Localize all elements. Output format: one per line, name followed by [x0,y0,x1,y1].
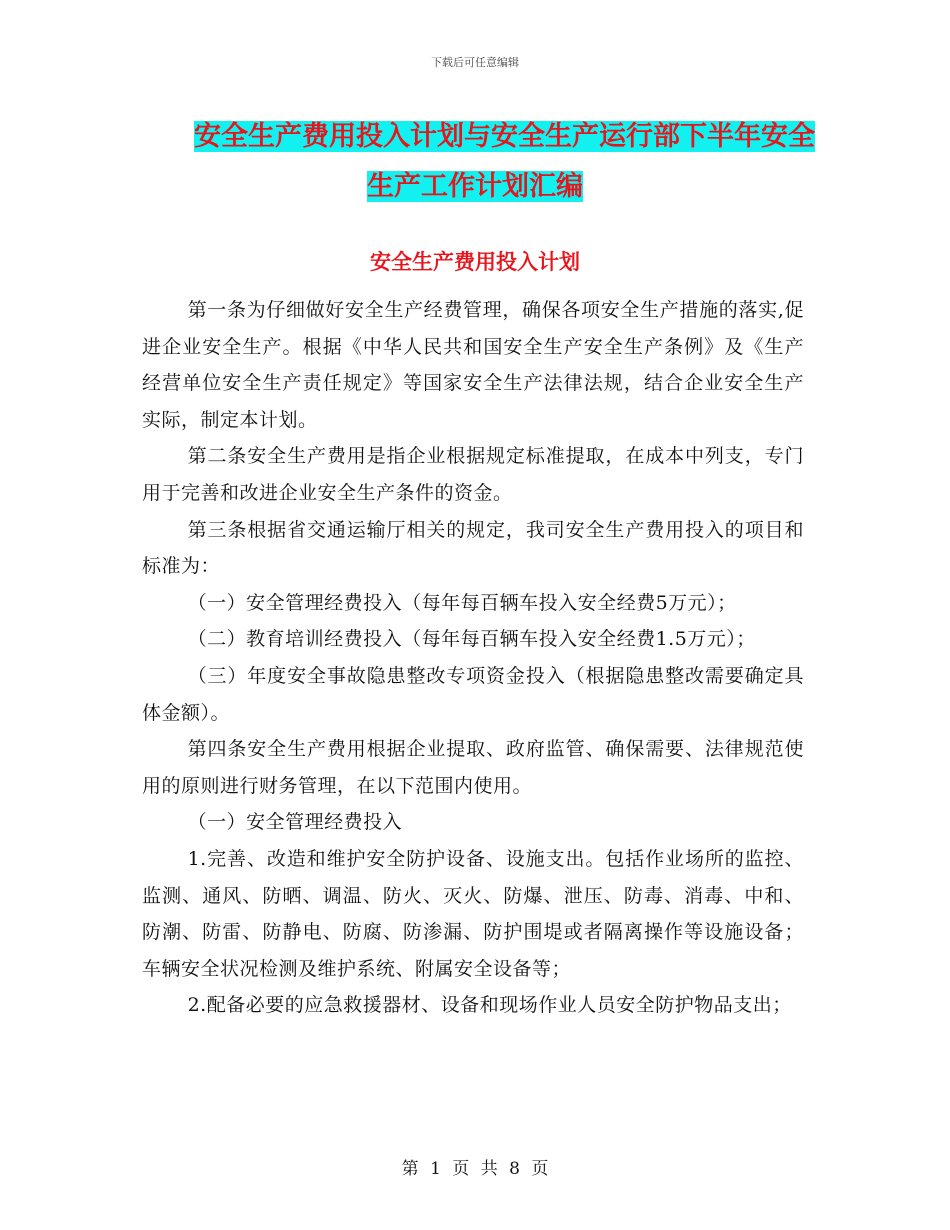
list-item-3: （三）年度安全事故隐患整改专项资金投入（根据隐患整改需要确定具体金额）。 [142,664,804,724]
numbered-item-1: 1.完善、改造和维护安全防护设备、设施支出。包括作业场所的监控、监测、通风、防晒、调温、防火、灭火、防爆、泄压、防毒、消毒、中和、防潮、防雷、防静电、防腐、防渗漏、防护围堤或者隔离操作等设施设备；车辆安全状况检测及维护系统、附属安全设备等； [142,847,804,980]
paragraph-article-4: 第四条安全生产费用根据企业提取、政府监管、确保需要、法律规范使用的原则进行财务管理，在以下范围内使用。 [142,738,804,797]
list-item-2: （二）教育培训经费投入（每年每百辆车投入安全经费1.5万元）； [187,628,756,651]
paragraph-article-2: 第二条安全生产费用是指企业根据规定标准提取，在成本中列支，专门用于完善和改进企业安全生产条件的资金。 [142,445,804,504]
document-title [140,112,815,212]
subsection-heading: （一）安全管理经费投入 [187,811,403,834]
list-item-1: （一）安全管理经费投入（每年每百辆车投入安全经费5万元）； [187,591,737,614]
page-header-note: 下载后可任意编辑 [431,56,519,69]
document-title-line-1: 安全生产费用投入计划与安全生产运行部下半年安全 [194,121,815,152]
page-number: 第 1 页 共 8 页 [401,1159,549,1179]
document-title-line-2: 生产工作计划汇编 [367,171,583,202]
section-title: 安全生产费用投入计划 [370,250,580,274]
numbered-item-2: 2.配备必要的应急救援器材、设备和现场作业人员安全防护物品支出； [187,994,792,1017]
paragraph-article-1: 第一条为仔细做好安全生产经费管理，确保各项安全生产措施的落实,促进企业安全生产。根据《中华人民共和国安全生产安全生产条例》及《生产经营单位安全生产责任规定》等国家安全生产法律法规，结合企业安全生产实际，制定本计划。 [142,299,804,431]
paragraph-article-3: 第三条根据省交通运输厅相关的规定，我司安全生产费用投入的项目和标准为： [142,518,804,578]
document-body [142,292,804,1024]
